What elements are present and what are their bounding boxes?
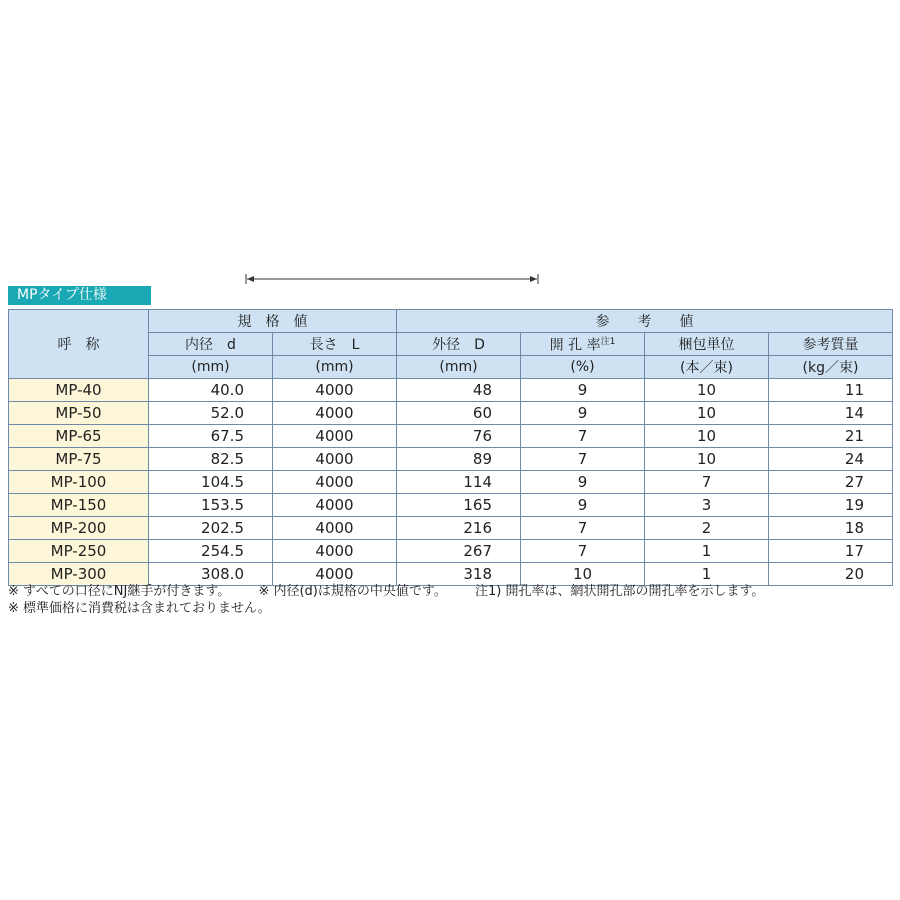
cell-outer-diameter: 318 — [397, 563, 521, 586]
cell-pack-unit: 7 — [645, 471, 769, 494]
unit-inner-diameter: (mm) — [149, 356, 273, 379]
col-header-outer-diameter: 外径 D — [397, 333, 521, 356]
cell-opening-ratio: 9 — [521, 379, 645, 402]
note-marker: 注1 — [600, 336, 616, 347]
cell-mass: 11 — [769, 379, 893, 402]
cell-inner-diameter: 254.5 — [149, 540, 273, 563]
cell-name: MP-65 — [9, 425, 149, 448]
cell-pack-unit: 1 — [645, 540, 769, 563]
unit-opening-ratio: (%) — [521, 356, 645, 379]
cell-pack-unit: 10 — [645, 402, 769, 425]
cell-outer-diameter: 216 — [397, 517, 521, 540]
cell-pack-unit: 2 — [645, 517, 769, 540]
cell-mass: 20 — [769, 563, 893, 586]
cell-length: 4000 — [273, 425, 397, 448]
cell-length: 4000 — [273, 402, 397, 425]
table-row — [9, 471, 893, 494]
cell-pack-unit: 10 — [645, 379, 769, 402]
opening-ratio-label: 開 孔 率 — [549, 337, 601, 354]
note-opening-ratio: 注1) 開孔率は、網状開孔部の開孔率を示します。 — [474, 584, 765, 599]
cell-opening-ratio: 10 — [521, 563, 645, 586]
table-row — [9, 517, 893, 540]
cell-inner-diameter: 153.5 — [149, 494, 273, 517]
cell-inner-diameter: 67.5 — [149, 425, 273, 448]
note-nj-joint: ※ すべての口径にNJ継手が付きます。 — [8, 584, 231, 599]
unit-length: (mm) — [273, 356, 397, 379]
cell-inner-diameter: 52.0 — [149, 402, 273, 425]
note-inner-diameter: ※ 内径(d)は規格の中央値です。 — [258, 584, 447, 599]
cell-outer-diameter: 76 — [397, 425, 521, 448]
cell-mass: 17 — [769, 540, 893, 563]
cell-outer-diameter: 165 — [397, 494, 521, 517]
note-tax: ※ 標準価格に消費税は含まれておりません。 — [8, 601, 271, 616]
table-row — [9, 379, 893, 402]
col-header-length: 長さ L — [273, 333, 397, 356]
cell-name: MP-40 — [9, 379, 149, 402]
cell-inner-diameter: 40.0 — [149, 379, 273, 402]
cell-inner-diameter: 104.5 — [149, 471, 273, 494]
cell-name: MP-250 — [9, 540, 149, 563]
cell-mass: 14 — [769, 402, 893, 425]
cell-length: 4000 — [273, 540, 397, 563]
cell-mass: 19 — [769, 494, 893, 517]
footnotes — [8, 583, 764, 617]
cell-opening-ratio: 9 — [521, 402, 645, 425]
cell-name: MP-75 — [9, 448, 149, 471]
cell-pack-unit: 10 — [645, 425, 769, 448]
cell-opening-ratio: 7 — [521, 425, 645, 448]
cell-inner-diameter: 82.5 — [149, 448, 273, 471]
cell-inner-diameter: 308.0 — [149, 563, 273, 586]
cell-length: 4000 — [273, 494, 397, 517]
cell-outer-diameter: 89 — [397, 448, 521, 471]
cell-opening-ratio: 9 — [521, 494, 645, 517]
cell-outer-diameter: 48 — [397, 379, 521, 402]
group-header-spec: 規 格 値 — [149, 310, 397, 333]
cell-name: MP-50 — [9, 402, 149, 425]
cell-name: MP-100 — [9, 471, 149, 494]
cell-length: 4000 — [273, 563, 397, 586]
unit-mass: (kg／束) — [769, 356, 893, 379]
cell-opening-ratio: 7 — [521, 517, 645, 540]
cell-name: MP-200 — [9, 517, 149, 540]
cell-name: MP-150 — [9, 494, 149, 517]
cell-pack-unit: 3 — [645, 494, 769, 517]
cell-length: 4000 — [273, 517, 397, 540]
cell-pack-unit: 10 — [645, 448, 769, 471]
cell-outer-diameter: 267 — [397, 540, 521, 563]
cell-outer-diameter: 114 — [397, 471, 521, 494]
col-header-name: 呼 称 — [9, 310, 149, 379]
unit-outer-diameter: (mm) — [397, 356, 521, 379]
table-row — [9, 540, 893, 563]
col-header-inner-diameter: 内径 d — [149, 333, 273, 356]
cell-name: MP-300 — [9, 563, 149, 586]
col-header-mass: 参考質量 — [769, 333, 893, 356]
col-header-opening-ratio — [521, 333, 645, 356]
table-row — [9, 448, 893, 471]
section-title: MPタイプ仕様 — [8, 286, 151, 305]
table-row — [9, 494, 893, 517]
group-header-reference: 参 考 値 — [397, 310, 893, 333]
cell-mass: 24 — [769, 448, 893, 471]
cell-opening-ratio: 9 — [521, 471, 645, 494]
cell-length: 4000 — [273, 471, 397, 494]
cell-length: 4000 — [273, 379, 397, 402]
cell-outer-diameter: 60 — [397, 402, 521, 425]
table-row — [9, 425, 893, 448]
unit-pack: (本／束) — [645, 356, 769, 379]
table-row — [9, 402, 893, 425]
cell-length: 4000 — [273, 448, 397, 471]
cell-pack-unit: 1 — [645, 563, 769, 586]
cell-opening-ratio: 7 — [521, 540, 645, 563]
col-header-pack-unit: 梱包単位 — [645, 333, 769, 356]
cell-opening-ratio: 7 — [521, 448, 645, 471]
cell-mass: 27 — [769, 471, 893, 494]
spec-table — [8, 309, 893, 586]
dimension-arrow — [245, 273, 539, 285]
cell-mass: 21 — [769, 425, 893, 448]
cell-mass: 18 — [769, 517, 893, 540]
cell-inner-diameter: 202.5 — [149, 517, 273, 540]
